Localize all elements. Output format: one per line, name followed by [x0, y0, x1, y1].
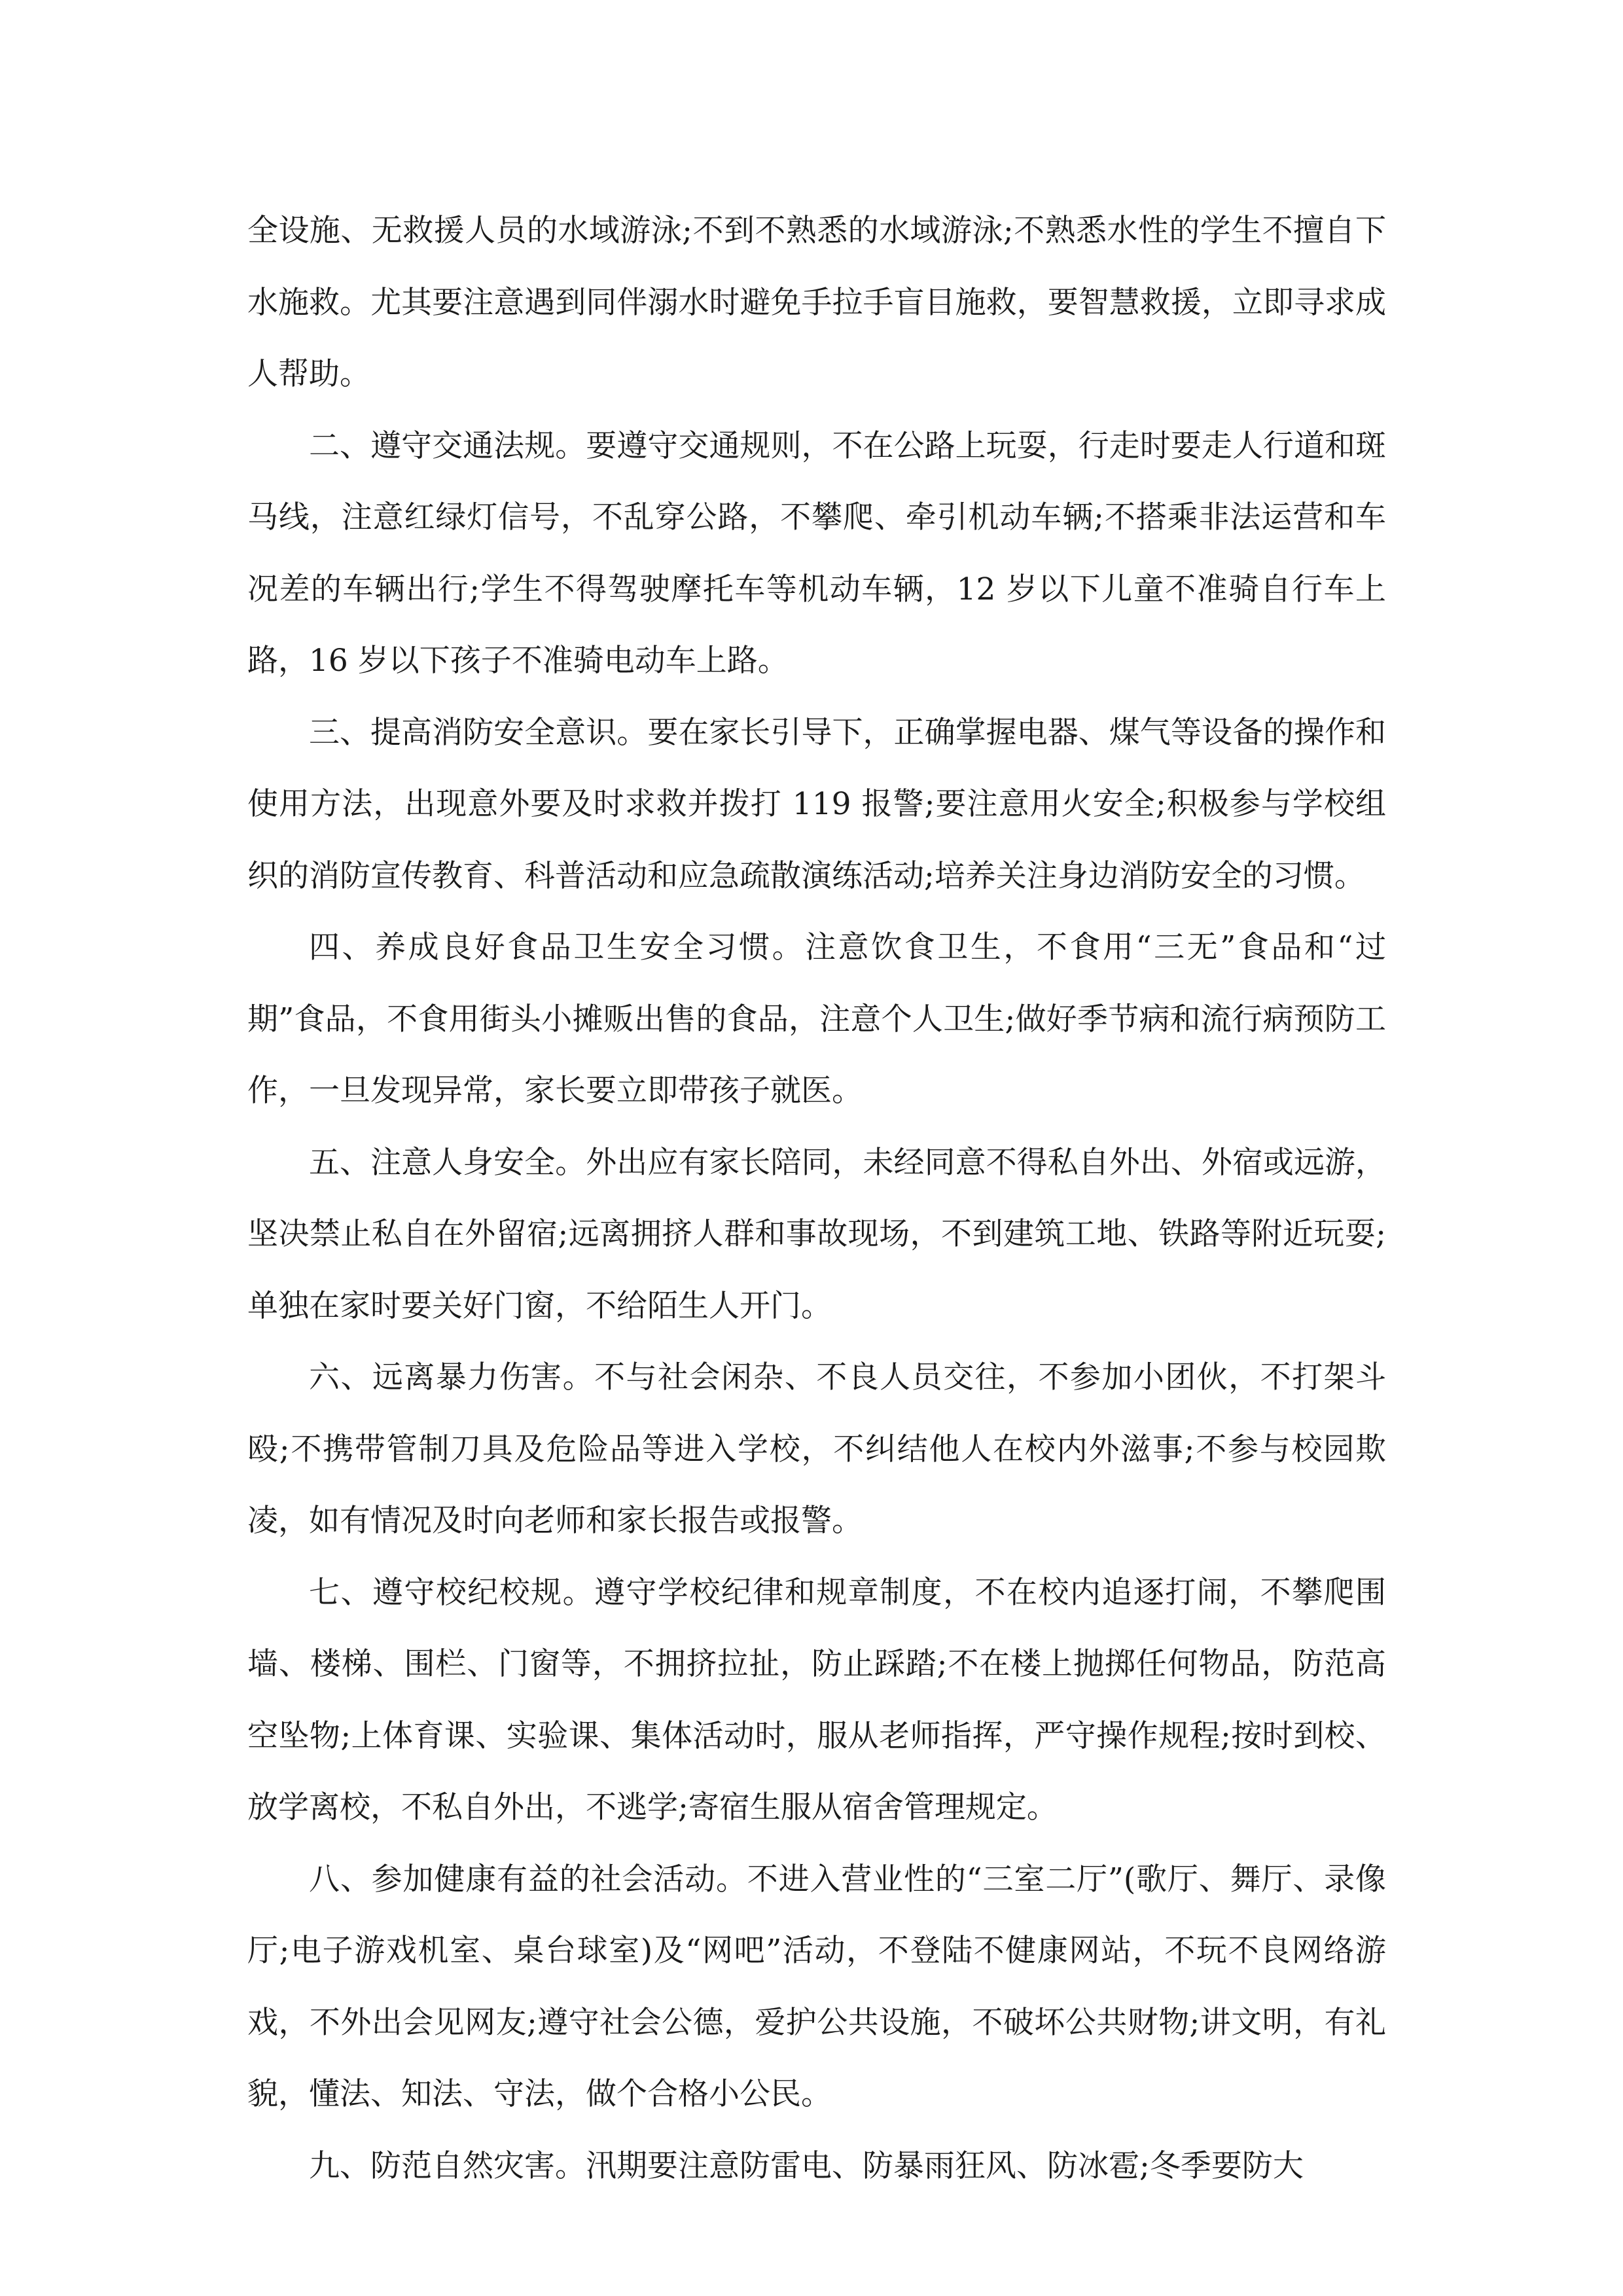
paragraph-fire-safety: 三、提高消防安全意识。要在家长引导下，正确掌握电器、煤气等设备的操作和使用方法，出现意外要及时求救并拨打 119 报警;要注意用火安全;积极参与学校组织的消防宣传教育、科普活动和应急疏散演练活动;培养关注身边消防安全的习惯。: [247, 714, 1386, 894]
paragraph-traffic-rules: 二、遵守交通法规。要遵守交通规则，不在公路上玩耍，行走时要走人行道和斑马线，注意红绿灯信号，不乱穿公路，不攀爬、牵引机动车辆;不搭乘非法运营和车况差的车辆出行;学生不得驾驶摩托车等机动车辆，12 岁以下儿童不准骑自行车上路，16 岁以下孩子不准骑电动车上路。: [247, 427, 1386, 679]
paragraph-natural-disasters: 九、防范自然灾害。汛期要注意防雷电、防暴雨狂风、防冰雹;冬季要防大: [309, 2147, 1304, 2184]
paragraph-violence-prevention: 六、远离暴力伤害。不与社会闲杂、不良人员交往，不参加小团伙，不打架斗殴;不携带管制刀具及危险品等进入学校，不纠结他人在校内外滋事;不参与校园欺凌，如有情况及时向老师和家长报告或报警。: [247, 1359, 1386, 1539]
paragraph-food-hygiene: 四、养成良好食品卫生安全习惯。注意饮食卫生，不食用“三无”食品和“过期”食品，不食用街头小摊贩出售的食品，注意个人卫生;做好季节病和流行病预防工作，一旦发现异常，家长要立即带孩子就医。: [247, 929, 1386, 1109]
paragraph-swimming-safety-continued: 全设施、无救援人员的水域游泳;不到不熟悉的水域游泳;不熟悉水性的学生不擅自下水施救。尤其要注意遇到同伴溺水时避免手拉手盲目施救，要智慧救援，立即寻求成人帮助。: [247, 213, 1386, 392]
paragraph-school-rules: 七、遵守校纪校规。遵守学校纪律和规章制度，不在校内追逐打闹，不攀爬围墙、楼梯、围栏、门窗等，不拥挤拉扯，防止踩踏;不在楼上抛掷任何物品，防范高空坠物;上体育课、实验课、集体活动时，服从老师指挥，严守操作规程;按时到校、放学离校，不私自外出，不逃学;寄宿生服从宿舍管理规定。: [247, 1574, 1386, 1825]
paragraph-social-activities: 八、参加健康有益的社会活动。不进入营业性的“三室二厅”(歌厅、舞厅、录像厅;电子游戏机室、桌台球室)及“网吧”活动，不登陆不健康网站，不玩不良网络游戏，不外出会见网友;遵守社会公德，爱护公共设施，不破坏公共财物;讲文明，有礼貌，懂法、知法、守法，做个合格小公民。: [247, 1861, 1386, 2112]
document-body: [247, 195, 1386, 2202]
paragraph-personal-safety: 五、注意人身安全。外出应有家长陪同，未经同意不得私自外出、外宿或远游，坚决禁止私自在外留宿;远离拥挤人群和事故现场，不到建筑工地、铁路等附近玩耍;单独在家时要关好门窗，不给陌生人开门。: [247, 1144, 1386, 1324]
